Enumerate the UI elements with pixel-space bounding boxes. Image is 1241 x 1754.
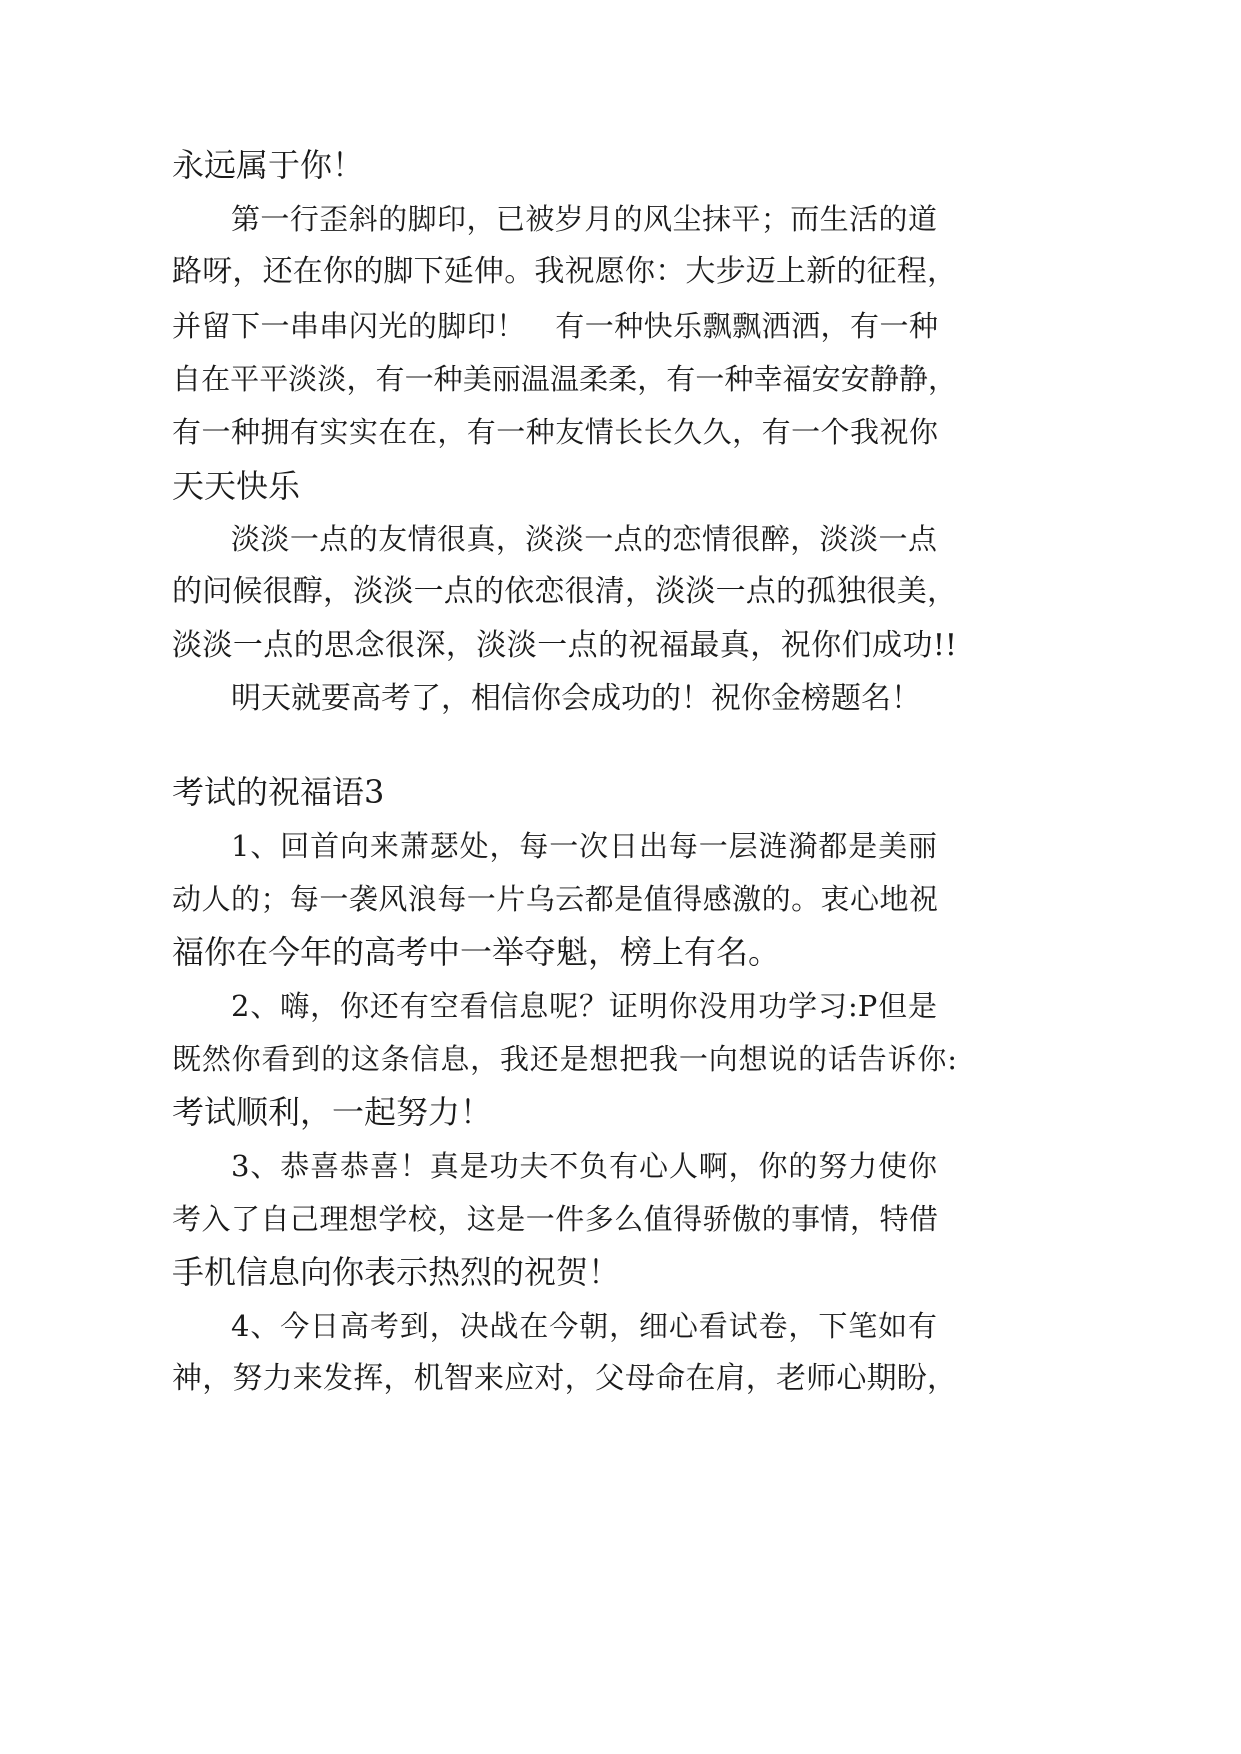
line-text: 路呀，还在你的脚下延伸。我祝愿你：大步迈上新的征程，: [172, 254, 957, 289]
text-line: [0, 242, 1241, 302]
text-line: [0, 296, 1241, 356]
text-line: [0, 1082, 1241, 1142]
section-heading: [0, 762, 1241, 822]
text-line: [0, 562, 1241, 622]
text-line: [0, 456, 1241, 516]
line-text: 淡淡一点的友情很真，淡淡一点的恋情很醉，淡淡一点: [231, 522, 937, 556]
line-text: 自在平平淡淡，有一种美丽温温柔柔，有一种幸福安安静静，: [172, 362, 957, 396]
line-text: 考入了自己理想学校，这是一件多么值得骄傲的事情，特借: [172, 1202, 938, 1236]
line-text: 永远属于你！: [172, 146, 365, 184]
line-text: 天天快乐: [172, 467, 301, 505]
line-text: 考试顺利，一起努力！: [172, 1093, 493, 1131]
line-text: 福你在今年的高考中一举夺魁，榜上有名。: [172, 933, 781, 971]
heading-text: 考试的祝福语3: [172, 773, 385, 811]
line-text: 1、回首向来萧瑟处，每一次日出每一层涟漪都是美丽: [231, 829, 937, 863]
text-line: [0, 349, 1241, 409]
text-line: [0, 509, 1241, 569]
text-line: [0, 1242, 1241, 1302]
text-line: [0, 922, 1241, 982]
line-text: 的问候很醇，淡淡一点的依恋很清，淡淡一点的孤独很美，: [172, 574, 957, 609]
line-text: 明天就要高考了，相信你会成功的！祝你金榜题名！: [231, 681, 921, 716]
line-text: 有一种拥有实实在在，有一种友情长长久久，有一个我祝你: [172, 415, 938, 449]
line-text: 神，努力来发挥，机智来应对，父母命在肩，老师心期盼，: [172, 1361, 957, 1396]
text-line: [0, 402, 1241, 462]
line-text: 动人的；每一袭风浪每一片乌云都是值得感激的。衷心地祝: [172, 882, 938, 916]
text-line: [0, 1136, 1241, 1196]
text-line: [0, 1029, 1241, 1089]
line-text: 手机信息向你表示热烈的祝贺！: [172, 1253, 621, 1291]
text-line: [0, 616, 1241, 676]
text-line: [0, 189, 1241, 249]
text-line: [0, 669, 1241, 729]
line-text: 4、今日高考到，决战在今朝，细心看试卷，下笔如有: [231, 1309, 937, 1343]
line-text: 3、恭喜恭喜！真是功夫不负有心人啊，你的努力使你: [231, 1149, 937, 1183]
text-line: [0, 1189, 1241, 1249]
line-text: 2、嗨，你还有空看信息呢？证明你没用功学习:P但是: [231, 989, 937, 1023]
text-line: [0, 135, 1241, 195]
text-line: [0, 976, 1241, 1036]
line-text: 第一行歪斜的脚印，已被岁月的风尘抹平；而生活的道: [231, 202, 937, 236]
text-line: [0, 869, 1241, 929]
text-line: [0, 1349, 1241, 1409]
line-text: 并留下一串串闪光的脚印！ 有一种快乐飘飘洒洒，有一种: [172, 309, 938, 343]
line-text: 既然你看到的这条信息，我还是想把我一向想说的话告诉你:: [172, 1042, 957, 1076]
text-line: [0, 816, 1241, 876]
line-text: 淡淡一点的思念很深，淡淡一点的祝福最真，祝你们成功!!: [172, 628, 957, 663]
text-line: [0, 1296, 1241, 1356]
